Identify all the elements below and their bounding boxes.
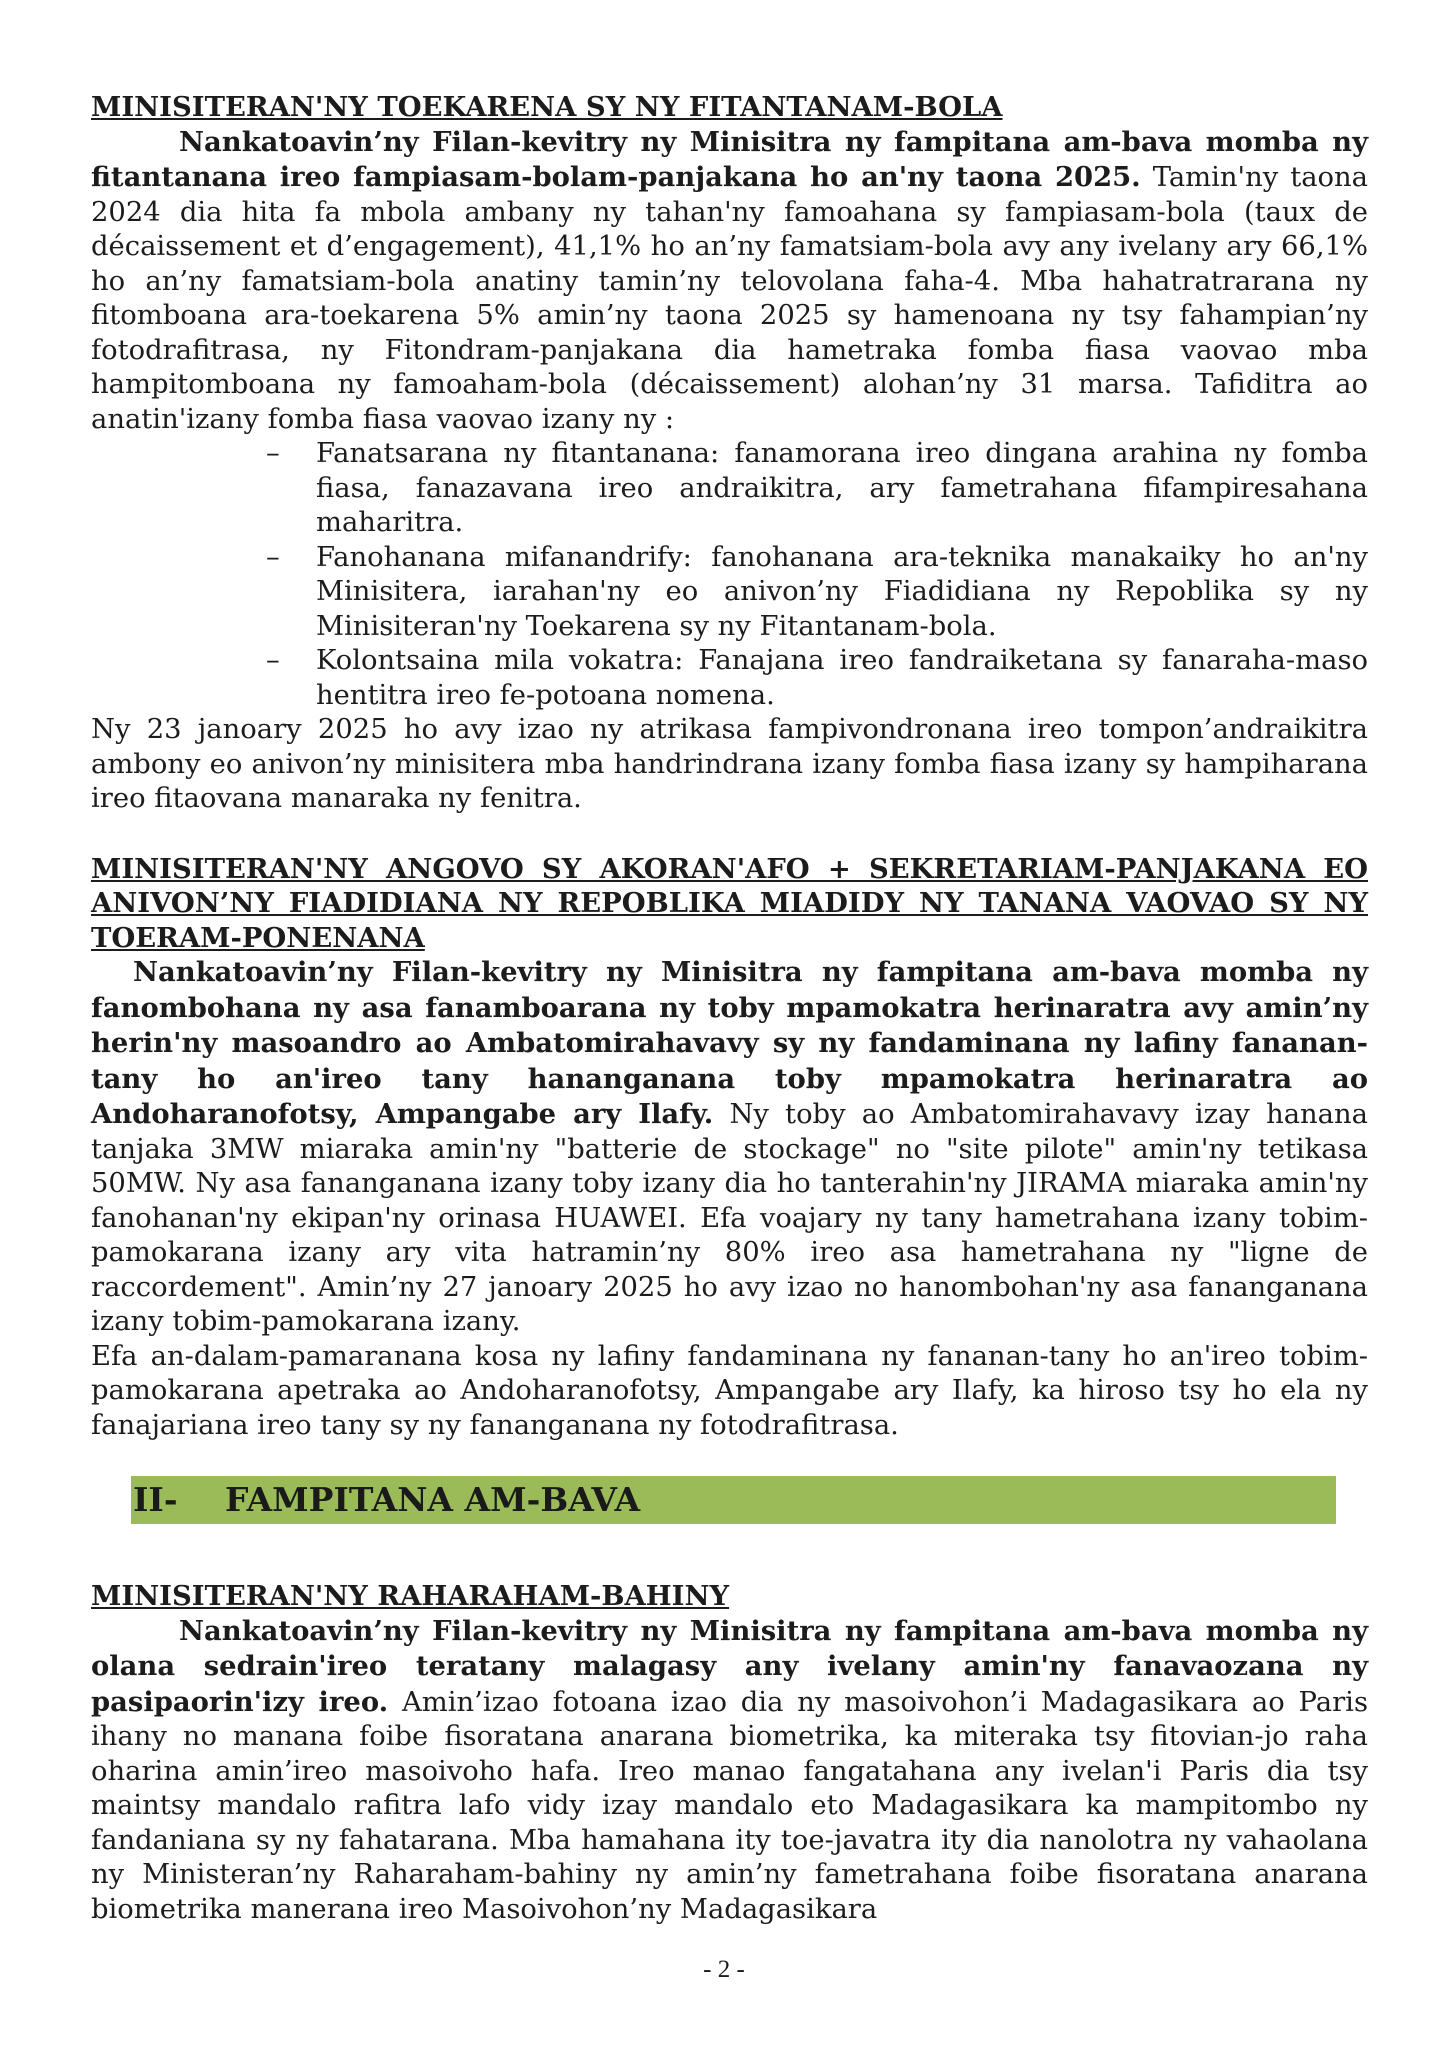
section-heading-foreign-affairs: MINISITERAN'NY RAHARAHAM-BAHINY (91, 1580, 730, 1612)
page-number: - 2 - (703, 1956, 745, 1983)
measures-list (91, 437, 1368, 713)
section-heading-energy: MINISITERAN'NY ANGOVO SY AKORAN'AFO + SEKRETARIAM-PANJAKANA EO ANIVON’NY FIADIDIANA NY REPOBLIKA MIADIDY NY TANANA VAOVAO SY NY TOERAM-PONENANA (91, 852, 1368, 954)
list-item-text: Fanohanana mifanandrify: fanohanana ara-teknika manakaiky ho an'ny Minisitera, iarahan'ny eo anivon’ny Fiadidiana ny Repoblika sy ny Minisiteran'ny Toekarena sy ny Fitantanam-bola. (316, 541, 1368, 642)
spacer (91, 817, 1368, 852)
section-number: II- (133, 1479, 178, 1519)
lead-bold-text: Nankatoavin’ny Filan-kevitry ny Minisitra ny fampitana am-bava momba ny fanombohana ny asa fanamboarana ny toby mpamokatra herinaratra avy amin’ny herin'ny masoandro ao Ambatomirahavavy sy ny fandaminana ny lafiny fananan-tany ho an'ireo tany hananganana toby mpamokatra herinaratra ao Andoharanofotsy, Ampangabe ary Ilafy. (91, 956, 1368, 1130)
dash-bullet-icon: – (266, 645, 280, 676)
section-title: FAMPITANA AM-BAVA (225, 1479, 641, 1519)
section-paragraph-foreign-affairs (91, 1614, 1368, 1928)
section-bar-verbal-communications (131, 1476, 1336, 1524)
section-heading-economy: MINISITERAN'NY TOEKARENA SY NY FITANTANAM-BOLA (91, 91, 1003, 123)
dash-bullet-icon: – (266, 541, 280, 573)
spacer (91, 1524, 1368, 1579)
document-page (91, 90, 1368, 1927)
list-item (266, 541, 1368, 645)
list-item (266, 437, 1368, 541)
lead-bold-text: Nankatoavin’ny Filan-kevitry ny Minisitra ny fampitana am-bava momba ny fitantanana ireo fampiasam-bolam-panjakana ho an'ny taona 2025. (91, 125, 1368, 193)
lead-body-text: Tamin'ny taona 2024 dia hita fa mbola ambany ny tahan'ny famoahana sy fampiasam-bola (taux de décaissement et d’engagement), 41,1% ho an’ny famatsiam-bola avy any ivelany ary 66,1% ho an’ny famatsiam-bola anatiny tamin’ny telovolana faha-4. Mba hahatratrarana ny fitomboana ara-toekarena 5% amin’ny taona 2025 sy hamenoana ny tsy fahampian’ny fotodrafitrasa, ny Fitondram-panjakana dia hametraka fomba fiasa vaovao mba hampitomboana ny famoaham-bola (décaissement) alohan’ny 31 marsa. Tafiditra ao anatin'izany fomba fiasa vaovao izany ny : (91, 162, 1368, 435)
section-paragraph-energy (91, 955, 1368, 1340)
dash-bullet-icon: – (266, 438, 280, 469)
lead-body-text: Ny toby ao Ambatomirahavavy izay hanana tanjaka 3MW miaraka amin'ny "batterie de stockage" no "site pilote" amin'ny tetikasa 50MW. Ny asa fananganana izany toby izany dia ho tanterahin'ny JIRAMA miaraka amin'ny fanohanan'ny ekipan'ny orinasa HUAWEI. Efa voajary ny tany hametrahana izany tobim-pamokarana izany ary vita hatramin’ny 80% ireo asa hametrahana ny "ligne de raccordement". Amin’ny 27 janoary 2025 ho avy izao no hanombohan'ny asa fananganana izany tobim-pamokarana izany. (91, 1099, 1368, 1337)
closing-paragraph-energy: Efa an-dalam-pamaranana kosa ny lafiny fandaminana ny fananan-tany ho an'ireo tobim-pamokarana apetraka ao Andoharanofotsy, Ampangabe ary Ilafy, ka hiroso tsy ho ela ny fanajariana ireo tany sy ny fananganana ny fotodrafitrasa. (91, 1340, 1368, 1441)
list-item-text: Kolontsaina mila vokatra: Fanajana ireo fandraiketana sy fanaraha-maso hentitra ireo fe-potoana nomena. (316, 645, 1368, 711)
section-paragraph-economy (91, 125, 1368, 438)
lead-bold-text: Nankatoavin’ny Filan-kevitry ny Minisitra ny fampitana am-bava momba ny olana sedrain'ireo teratany malagasy any ivelany amin'ny fanavaozana ny pasipaorin'izy ireo. (91, 1614, 1368, 1718)
closing-paragraph-economy: Ny 23 janoary 2025 ho avy izao ny atrikasa fampivondronana ireo tompon’andraikitra ambony eo anivon’ny minisitera mba handrindrana izany fomba fiasa izany sy hampiharana ireo fitaovana manaraka ny fenitra. (91, 714, 1368, 814)
list-item (266, 644, 1368, 713)
lead-body-text: Amin’izao fotoana izao dia ny masoivohon’i Madagasikara ao Paris ihany no manana foibe fisoratana anarana biometrika, ka miteraka tsy fitovian-jo raha oharina amin’ireo masoivoho hafa. Ireo manao fangatahana any ivelan'i Paris dia tsy maintsy mandalo rafitra lafo vidy izay mandalo eto Madagasikara ka mampitombo ny fandaniana sy ny fahatarana. Mba hamahana ity toe-javatra ity dia nanolotra ny vahaolana ny Ministeran’ny Raharaham-bahiny ny amin’ny fametrahana foibe fisoratana anarana biometrika manerana ireo Masoivohon’ny Madagasikara (91, 1686, 1368, 1925)
list-item-text: Fanatsarana ny fitantanana: fanamorana ireo dingana arahina ny fomba fiasa, fanazavana ireo andraikitra, ary fametrahana fifampiresahana maharitra. (316, 438, 1368, 538)
